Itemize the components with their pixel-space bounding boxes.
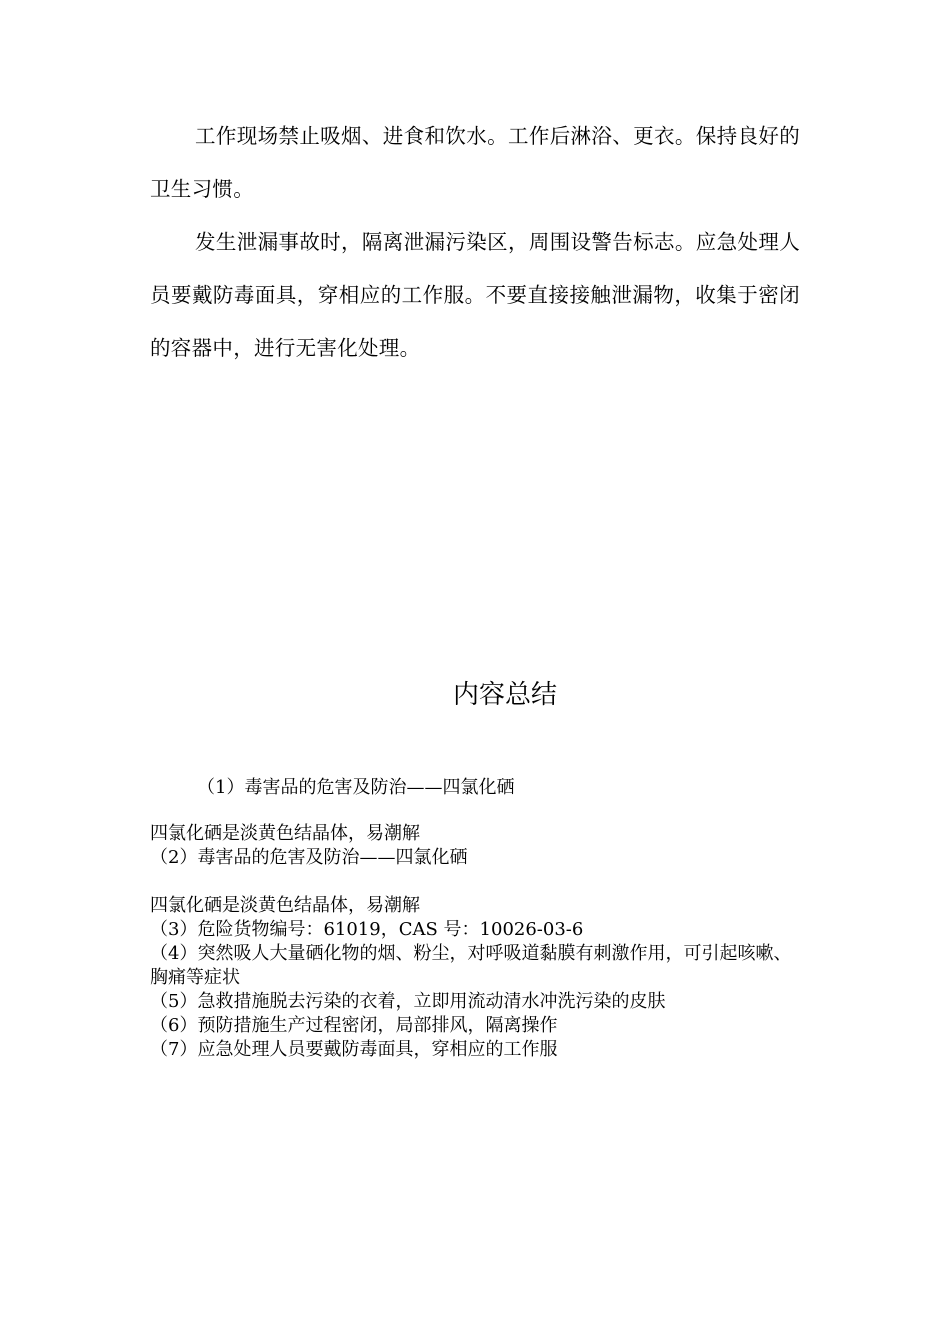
- body-text: [150, 110, 800, 375]
- summary-line-2: 四氯化硒是淡黄色结晶体，易潮解: [150, 823, 420, 844]
- summary-line-3: （2）毒害品的危害及防治——四氯化硒: [150, 847, 468, 868]
- summary-list: [150, 776, 800, 1062]
- summary-line-1: （1）毒害品的危害及防治——四氯化硒: [197, 777, 515, 798]
- summary-line-9: （7）应急处理人员要戴防毒面具，穿相应的工作服: [150, 1039, 558, 1060]
- summary-line-5: （3）危险货物编号：61019，CAS 号：10026-03-6: [150, 919, 584, 940]
- paragraph-hygiene: 工作现场禁止吸烟、进食和饮水。工作后淋浴、更衣。保持良好的卫生习惯。: [150, 124, 800, 201]
- paragraph-leak-response: 发生泄漏事故时，隔离泄漏污染区，周围设警告标志。应急处理人员要戴防毒面具，穿相应的工作服。不要直接接触泄漏物，收集于密闭的容器中，进行无害化处理。: [150, 230, 800, 360]
- summary-line-6: （4）突然吸人大量硒化物的烟、粉尘，对呼吸道黏膜有刺激作用，可引起咳嗽、胸痛等症状: [150, 943, 792, 988]
- summary-line-7: （5）急救措施脱去污染的衣着，立即用流动清水冲洗污染的皮肤: [150, 991, 666, 1012]
- summary-line-4: 四氯化硒是淡黄色结晶体，易潮解: [150, 895, 420, 916]
- summary-title: 内容总结: [452, 680, 557, 710]
- summary-line-8: （6）预防措施生产过程密闭，局部排风，隔离操作: [150, 1015, 558, 1036]
